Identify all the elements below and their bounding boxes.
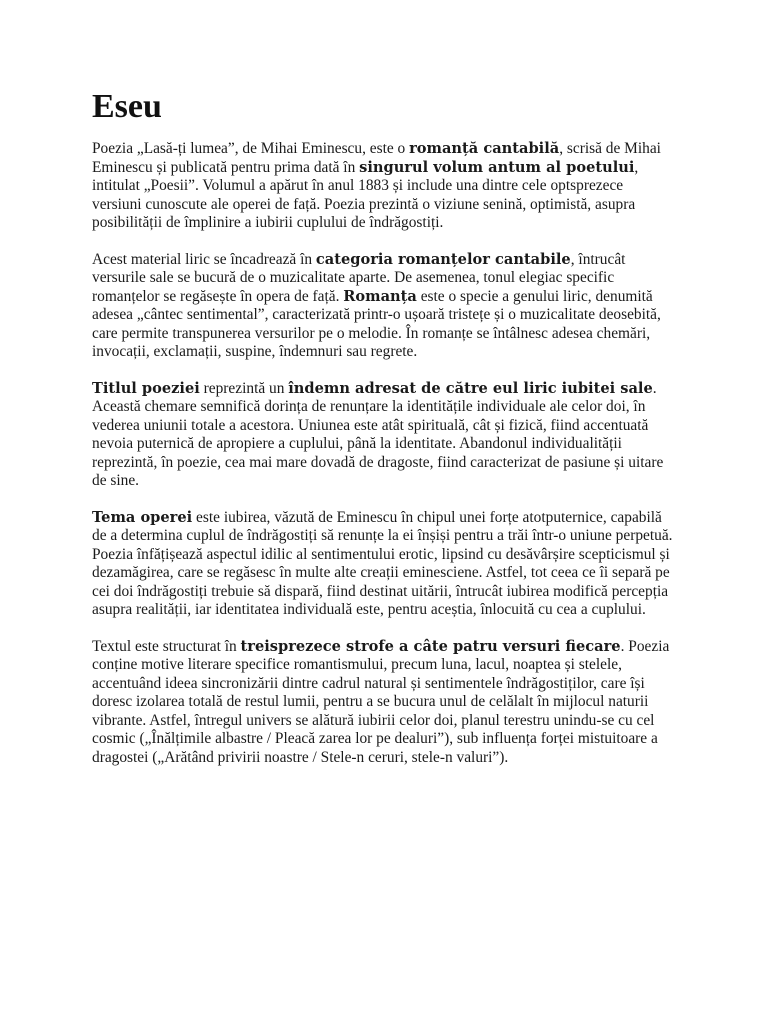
document-body [92, 140, 676, 767]
bold-phrase: îndemn adresat de către eul liric iubitei sale [288, 379, 653, 397]
text-run: Acest material liric se încadrează în [92, 250, 316, 268]
text-run: este o specie a genului liric, denumită adesea „cântec sentimental”, caracterizată printr-o ușoară tristețe și o muzicalitate deosebită, care permite transpunerea versurilor pe o melodie. În romanțe se întâlnesc adesea chemări, invocații, exclamații, suspine, îndemnuri sau regrete. [92, 287, 661, 360]
paragraph [92, 251, 676, 362]
text-run: , întrucât versurile sale se bucură de o muzicalitate aparte. De asemenea, tonul elegiac specific romanțelor se regăsește în opera de față. [92, 250, 626, 305]
paragraph [92, 638, 676, 768]
bold-phrase: Titlul poeziei [92, 379, 200, 397]
document-title: Eseu [92, 88, 162, 125]
bold-phrase: romanță cantabilă [409, 140, 560, 157]
paragraph [92, 509, 676, 620]
text-run: Poezia „Lasă-ți lumea”, de Mihai Eminescu, este o [92, 140, 410, 157]
document-page [92, 84, 676, 785]
bold-phrase: singurul volum antum al poetului [359, 158, 635, 176]
text-run: , intitulat „Poesii”. Volumul a apărut în anul 1883 și include una dintre cele optsprezece versiuni cunoscute ale operei de față. Poezia prezintă o viziune senină, optimistă, asupra posibilității de împlinire a iubirii cuplului de îndrăgostiți. [92, 158, 639, 231]
text-run: . Poezia conține motive literare specifice romantismului, precum luna, lacul, noaptea și stelele, accentuând ideea sincronizării dintre cadrul natural și sentimentele îndrăgostiților, care își doresc izolarea totală de restul lumii, pentru a se bucura unul de celălalt în mijlocul naturii vibrante. Astfel, întregul univers se alătură iubirii celor doi, planul terestru unindu-se cu cel cosmic („Înălțimile albastre / Pleacă zarea lor pe dealuri”), sub influența forței mistuitoare a dragostei („Arătând privirii noastre / Stele-n ceruri, stele-n valuri”). [92, 637, 670, 766]
paragraph [92, 140, 676, 233]
text-run: Textul este structurat în [92, 637, 241, 655]
bold-phrase: Tema operei [92, 508, 193, 526]
text-run: . Această chemare semnifică dorința de renunțare la identitățile individuale ale celor doi, în vederea uniunii totale a acestora. Uniunea este atât spirituală, cât și fizică, fiind accentuată nevoia puternică de apropiere a cuplului, până la identitate. Abandonul individualității reprezintă, în poezie, cea mai mare dovadă de dragoste, fiind caracterizat de pasiune și uitare de sine. [92, 379, 664, 489]
text-run: , scrisă de Mihai Eminescu și publicată pentru prima dată în [92, 140, 661, 176]
bold-phrase: categoria romanțelor cantabile [315, 250, 571, 268]
bold-phrase: Romanța [343, 287, 417, 305]
text-run: reprezintă un [199, 379, 289, 397]
bold-phrase: treisprezece strofe a câte patru versuri fiecare [240, 637, 621, 655]
paragraph [92, 380, 676, 491]
text-run: este iubirea, văzută de Eminescu în chipul unei forțe atotputernice, capabilă de a determina cuplul de îndrăgostiți să renunțe la ei înșiși pentru a trăi într-o uniune perpetuă. Poezia înfățișează aspectul idilic al sentimentului erotic, lipsind cu desăvârșire scepticismul și dezamăgirea, care se regăsesc în multe alte creații eminesciene. Astfel, tot ceea ce îi separă pe cei doi îndrăgostiți trebuie să dispară, fiind destinat uitării, întrucât iubirea modifică percepția asupra realității, iar identitatea individuală este, pentru aceștia, înlocuită cu cea a cuplului. [92, 508, 673, 618]
